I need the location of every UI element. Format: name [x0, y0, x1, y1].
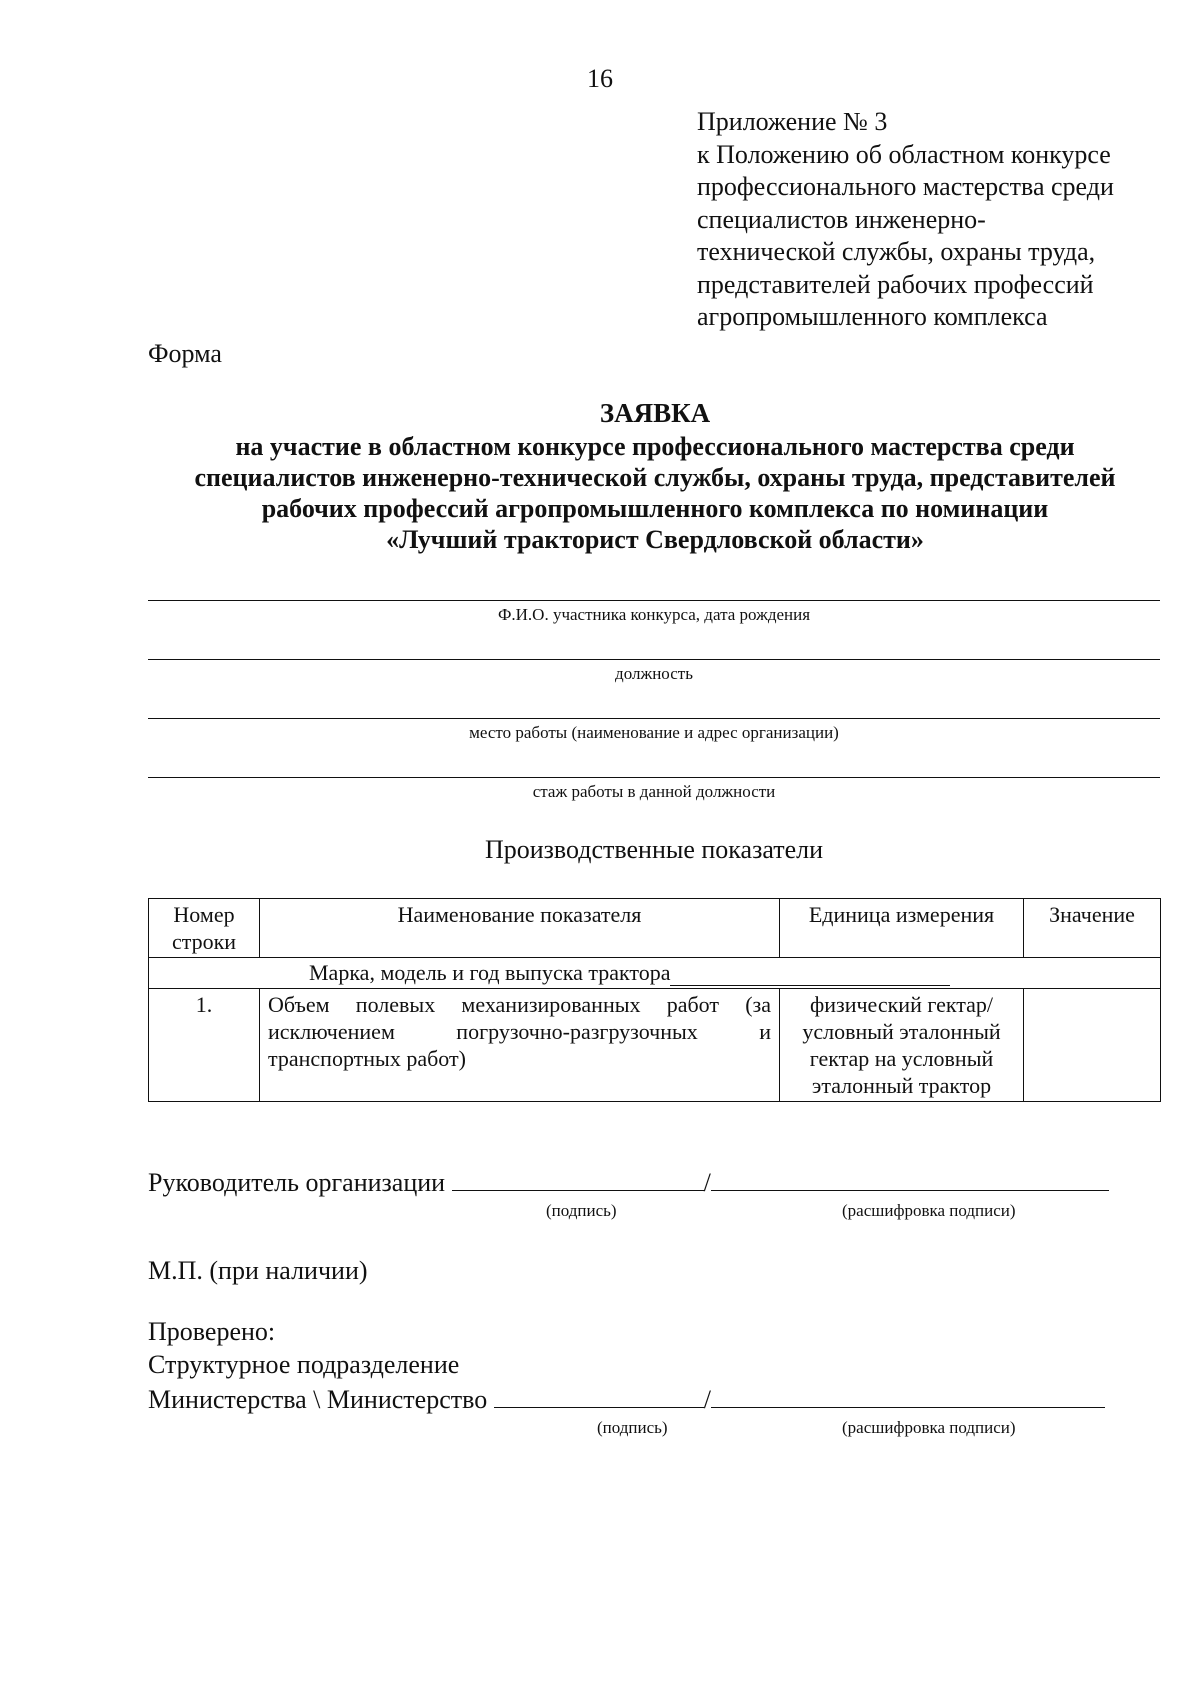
fio-caption: Ф.И.О. участника конкурса, дата рождения: [497, 605, 811, 624]
document-title: [140, 398, 1170, 555]
row-value[interactable]: [1024, 989, 1161, 1102]
section-title: Производственные показатели: [484, 835, 824, 864]
table-header-row: [149, 899, 1161, 958]
verified-ministry: Министерства \ Министерство: [148, 1385, 488, 1414]
head-label: Руководитель организации: [148, 1168, 446, 1197]
verified-signature-row: Министерства \ Министерство /: [148, 1383, 1105, 1415]
appendix-line: к Положению об областном конкурсе: [697, 139, 1111, 169]
experience-caption: стаж работы в данной должности: [532, 782, 776, 801]
header-value: Значение: [1024, 899, 1161, 958]
appendix-line: специалистов инженерно-: [697, 204, 986, 234]
verified-signature-field[interactable]: [494, 1383, 704, 1408]
fio-field[interactable]: [148, 600, 1160, 601]
page-number: 16: [587, 64, 613, 93]
row-name: Объем полевых механизированных работ (за исключением погрузочно-разгрузочных и транспортных работ): [260, 989, 780, 1102]
appendix-header: [697, 106, 1114, 334]
title-main: ЗАЯВКА: [599, 398, 711, 428]
verified-sign-caption: (подпись): [597, 1418, 668, 1437]
position-caption: должность: [615, 664, 693, 683]
head-signature-row: Руководитель организации /: [148, 1166, 1109, 1198]
verified-decode-caption: (расшифровка подписи): [842, 1418, 1016, 1437]
title-line: рабочих профессий агропромышленного комплекса по номинации: [261, 494, 1049, 523]
verified-label: Проверено:: [148, 1317, 276, 1346]
header-unit: Единица измерения: [780, 899, 1024, 958]
row-number: 1.: [149, 989, 260, 1102]
tractor-cell: [149, 958, 1161, 989]
title-line: на участие в областном конкурсе профессионального мастерства среди: [235, 432, 1075, 461]
verified-dept: Структурное подразделение: [148, 1350, 460, 1379]
workplace-caption: место работы (наименование и адрес организации): [469, 723, 839, 742]
appendix-line: Приложение № 3: [697, 107, 888, 136]
table-row: [149, 989, 1161, 1102]
title-line: «Лучший тракторист Свердловской области»: [386, 525, 924, 554]
verified-decode-field[interactable]: [711, 1383, 1105, 1408]
appendix-line: представителей рабочих профессий: [697, 269, 1094, 299]
stamp-label: М.П. (при наличии): [148, 1256, 368, 1285]
header-name: Наименование показателя: [260, 899, 780, 958]
position-field[interactable]: [148, 659, 1160, 660]
head-signature-field[interactable]: [452, 1166, 704, 1191]
row-unit: физический гектар/ условный эталонный гектар на условный эталонный трактор: [780, 989, 1024, 1102]
experience-field[interactable]: [148, 777, 1160, 778]
indicators-table: [148, 898, 1161, 1102]
form-label: Форма: [148, 339, 222, 368]
workplace-field[interactable]: [148, 718, 1160, 719]
head-decode-caption: (расшифровка подписи): [842, 1201, 1016, 1220]
title-line: специалистов инженерно-технической службы, охраны труда, представителей: [194, 463, 1116, 492]
appendix-line: технической службы, охраны труда,: [697, 237, 1096, 266]
tractor-label: Марка, модель и год выпуска трактора: [309, 960, 671, 985]
header-row-number: Номер строки: [149, 899, 260, 958]
appendix-line: профессионального мастерства среди: [697, 172, 1114, 201]
tractor-row: [149, 958, 1161, 989]
appendix-line: агропромышленного комплекса: [697, 302, 1048, 331]
head-sign-caption: (подпись): [546, 1201, 617, 1220]
tractor-fill-line[interactable]: [670, 965, 950, 986]
head-decode-field[interactable]: [711, 1166, 1109, 1191]
